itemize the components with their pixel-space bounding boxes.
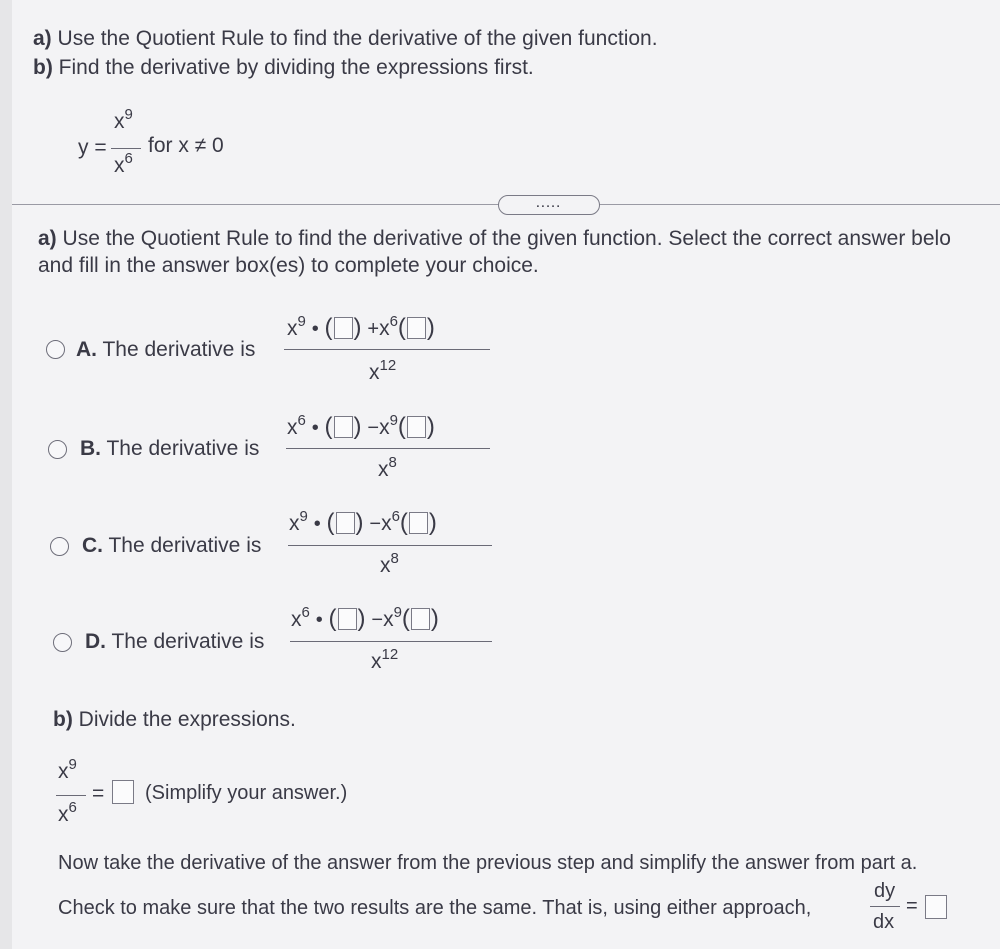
given-numerator	[114, 106, 133, 134]
choice-a-radio[interactable]	[46, 340, 65, 359]
part-a-marker: a)	[33, 27, 52, 50]
header-line-a-text: Use the Quotient Rule to find the derivative of the given function.	[57, 27, 658, 50]
part-b-numerator	[58, 756, 77, 784]
header-line-b-text: Find the derivative by dividing the expressions first.	[58, 56, 534, 79]
choice-d-fraction-bar	[290, 641, 492, 642]
choice-d-e1: 6	[301, 604, 310, 621]
choice-c-den-base: x	[380, 554, 391, 577]
choice-c-input-2[interactable]	[409, 512, 428, 534]
choice-b-input-1[interactable]	[334, 416, 353, 438]
instruction-derivative: Now take the derivative of the answer from the previous step and simplify the answer from part a.	[58, 852, 918, 874]
dot-operator: •	[311, 417, 319, 439]
part-b-label: b)	[53, 708, 73, 731]
choice-b-denominator	[378, 454, 397, 482]
choice-a-input-2[interactable]	[407, 317, 426, 339]
choice-b-f1: x	[287, 416, 298, 439]
part-a-label: a)	[38, 227, 57, 250]
choice-c-den-exp: 8	[390, 550, 399, 567]
given-num-base: x	[114, 110, 125, 133]
header-line-a	[33, 27, 658, 51]
given-lhs: y =	[78, 136, 107, 159]
choice-c-denominator	[380, 550, 399, 578]
part-b-num-exp: 9	[68, 756, 77, 773]
given-condition: for x ≠ 0	[148, 134, 224, 157]
choice-b-label[interactable]	[80, 437, 259, 461]
choice-a-fraction-bar	[284, 349, 490, 350]
choice-d-numerator	[291, 605, 439, 633]
choice-a-den-base: x	[369, 361, 380, 384]
part-b-equals: =	[92, 782, 105, 805]
paren-close: )	[357, 605, 366, 632]
part-b-den-exp: 6	[68, 799, 77, 816]
choice-b-e1: 6	[297, 412, 306, 429]
choice-d-e2: 9	[393, 604, 402, 621]
part-b-heading	[53, 708, 296, 732]
part-a-instruction-2: and fill in the answer box(es) to complete your choice.	[38, 254, 539, 277]
choice-d-operator: −	[371, 609, 384, 631]
dydx-equals: =	[906, 895, 918, 917]
choice-c-numerator	[289, 509, 437, 537]
choice-c-text: The derivative is	[108, 534, 262, 557]
choice-d-radio[interactable]	[53, 633, 72, 652]
given-den-base: x	[114, 154, 125, 177]
choice-c-letter: C.	[82, 534, 103, 557]
choice-a-operator: +	[367, 318, 380, 340]
choice-b-e2: 9	[389, 412, 398, 429]
choice-b-den-base: x	[378, 458, 389, 481]
choice-a-label[interactable]	[76, 338, 255, 362]
choice-c-input-1[interactable]	[336, 512, 355, 534]
choice-d-letter: D.	[85, 630, 106, 653]
dx-label: dx	[873, 911, 895, 933]
choice-a-f2: x	[379, 317, 390, 340]
paren-open: (	[324, 314, 333, 341]
choice-a-text: The derivative is	[102, 338, 256, 361]
choice-b-numerator	[287, 413, 435, 441]
choice-c-operator: −	[369, 513, 382, 535]
choice-c-label[interactable]	[82, 534, 261, 558]
paren-close: )	[426, 314, 435, 341]
simplified-answer-input[interactable]	[112, 780, 134, 804]
dydx-fraction-bar	[870, 906, 900, 907]
dydx-answer-input[interactable]	[925, 895, 947, 919]
given-denominator	[114, 150, 133, 178]
dy-label: dy	[874, 880, 896, 902]
choice-d-f2: x	[383, 608, 394, 631]
choice-b-fraction-bar	[286, 448, 490, 449]
choice-a-input-1[interactable]	[334, 317, 353, 339]
paren-open: (	[326, 509, 335, 536]
part-a-instruction-1	[38, 227, 951, 251]
choice-d-den-exp: 12	[381, 646, 399, 663]
choice-c-radio[interactable]	[50, 537, 69, 556]
part-b-den-base: x	[58, 803, 69, 826]
choice-a-letter: A.	[76, 338, 97, 361]
choice-a-denominator	[369, 357, 397, 385]
choice-d-input-2[interactable]	[411, 608, 430, 630]
paren-close: )	[353, 314, 362, 341]
paren-open: (	[328, 605, 337, 632]
paren-open: (	[397, 314, 406, 341]
choice-b-den-exp: 8	[388, 454, 397, 471]
part-b-marker: b)	[33, 56, 53, 79]
dot-operator: •	[311, 318, 319, 340]
choice-a-e1: 9	[297, 313, 306, 330]
paren-close: )	[353, 413, 362, 440]
part-b-text: Divide the expressions.	[78, 708, 296, 731]
choice-c-f2: x	[381, 512, 392, 535]
given-fraction-bar	[111, 148, 141, 149]
paren-close: )	[426, 413, 435, 440]
header-line-b	[33, 56, 534, 80]
choice-c-e1: 9	[299, 508, 308, 525]
paren-close: )	[430, 605, 439, 632]
paren-open: (	[397, 413, 406, 440]
choice-c-e2: 6	[391, 508, 400, 525]
choice-b-letter: B.	[80, 437, 101, 460]
part-b-fraction-bar	[56, 795, 86, 796]
choice-b-radio[interactable]	[48, 440, 67, 459]
choice-d-input-1[interactable]	[338, 608, 357, 630]
choice-d-den-base: x	[371, 650, 382, 673]
choice-b-f2: x	[379, 416, 390, 439]
choice-a-f1: x	[287, 317, 298, 340]
part-a-instruction-text-1: Use the Quotient Rule to find the derivative of the given function. Select the correct answer belo	[62, 227, 951, 250]
given-num-exp: 9	[124, 106, 133, 123]
paren-open: (	[324, 413, 333, 440]
choice-a-e2: 6	[389, 313, 398, 330]
choice-d-denominator	[371, 646, 399, 674]
part-b-num-base: x	[58, 760, 69, 783]
expand-more-button[interactable]: .....	[498, 195, 600, 215]
dot-operator: •	[313, 513, 321, 535]
dot-operator: •	[315, 609, 323, 631]
choice-c-f1: x	[289, 512, 300, 535]
choice-d-f1: x	[291, 608, 302, 631]
paren-open: (	[401, 605, 410, 632]
given-den-exp: 6	[124, 150, 133, 167]
part-b-denominator	[58, 799, 77, 827]
choice-b-text: The derivative is	[106, 437, 260, 460]
simplify-hint: (Simplify your answer.)	[145, 782, 348, 804]
choice-c-fraction-bar	[288, 545, 492, 546]
paren-close: )	[428, 509, 437, 536]
instruction-check: Check to make sure that the two results are the same. That is, using either approach,	[58, 897, 812, 919]
paren-open: (	[399, 509, 408, 536]
choice-a-den-exp: 12	[379, 357, 397, 374]
choice-b-input-2[interactable]	[407, 416, 426, 438]
choice-d-text: The derivative is	[111, 630, 265, 653]
paren-close: )	[355, 509, 364, 536]
choice-b-operator: −	[367, 417, 380, 439]
choice-a-numerator	[287, 314, 435, 342]
choice-d-label[interactable]	[85, 630, 264, 654]
